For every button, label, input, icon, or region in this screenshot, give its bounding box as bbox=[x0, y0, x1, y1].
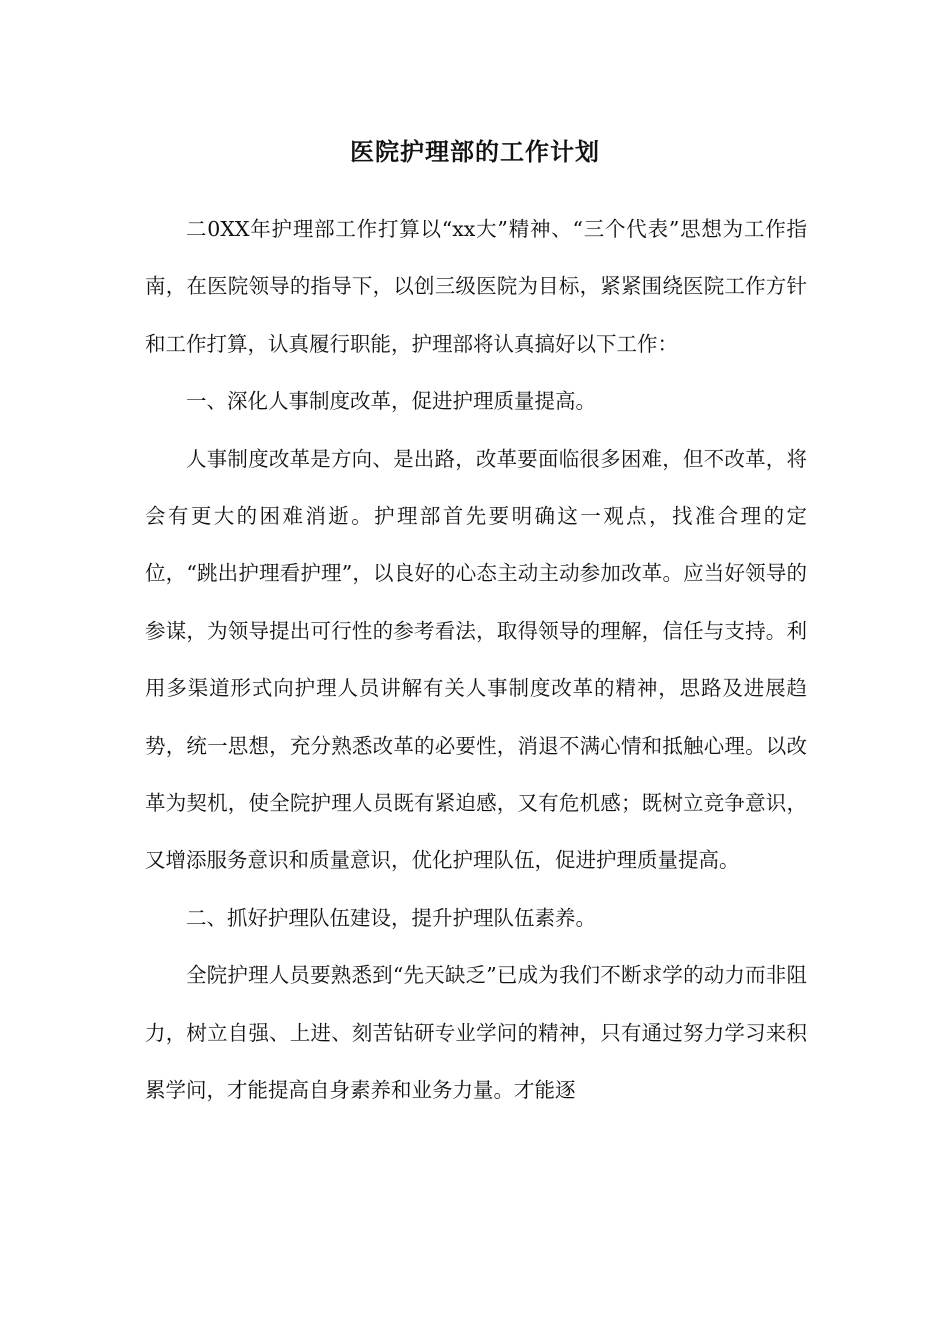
paragraph-section-2: 全院护理人员要熟悉到“先天缺乏”已成为我们不断求学的动力而非阻力，树立自强、上进、刻苦钻研专业学问的精神，只有通过努力学习来积累学问，才能提高自身素养和业务力量。才能逐 bbox=[145, 963, 807, 1103]
document-body bbox=[145, 201, 807, 1120]
paragraph-intro: 二0XX年护理部工作打算以“xx大”精神、“三个代表”思想为工作指南，在医院领导的指导下，以创三级医院为目标，紧紧围绕医院工作方针和工作打算，认真履行职能，护理部将认真搞好以下工作： bbox=[145, 217, 807, 356]
document-title: 医院护理部的工作计划 bbox=[350, 137, 600, 166]
paragraph-section-1: 人事制度改革是方向、是出路，改革要面临很多困难，但不改革，将会有更大的困难消逝。护理部首先要明确这一观点，找准合理的定位，“跳出护理看护理”，以良好的心态主动主动参加改革。应当好领导的参谋，为领导提出可行性的参考看法，取得领导的理解，信任与支持。利用多渠道形式向护理人员讲解有关人事制度改革的精神，思路及进展趋势，统一思想，充分熟悉改革的必要性，消退不满心情和抵触心理。以改革为契机，使全院护理人员既有紧迫感，又有危机感；既树立竞争意识，又增添服务意识和质量意识，优化护理队伍，促进护理质量提高。 bbox=[145, 446, 807, 873]
section-heading-2: 二、抓好护理队伍建设，提升护理队伍素养。 bbox=[186, 905, 596, 930]
section-heading-1: 一、深化人事制度改革，促进护理质量提高。 bbox=[186, 389, 596, 414]
